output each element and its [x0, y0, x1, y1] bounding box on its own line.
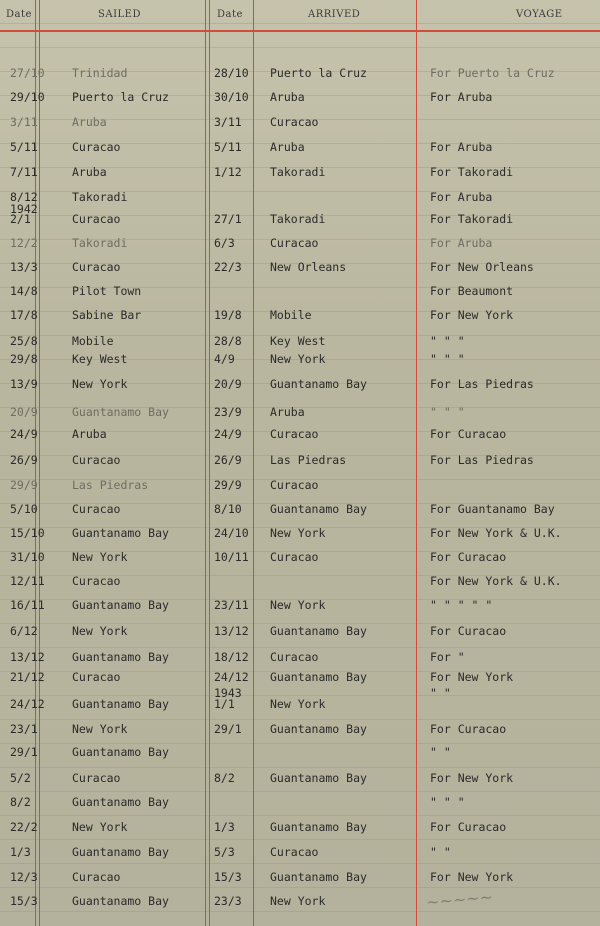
- row-sailed-port: Sabine Bar: [72, 308, 142, 322]
- row-arrived-date: 5/11: [214, 140, 242, 154]
- row-arrived-port: Curacao: [270, 478, 319, 492]
- row-sailed-date: 12/2: [10, 236, 38, 250]
- header-arrived-date: Date: [217, 9, 243, 20]
- row-sailed-date: 22/2: [10, 820, 38, 834]
- row-arrived-date: 30/10: [214, 90, 249, 104]
- row-sailed-port: Curacao: [72, 140, 121, 154]
- row-arrived-date: 29/9: [214, 478, 242, 492]
- row-sailed-port: Guantanamo Bay: [72, 697, 169, 711]
- row-arrived-date: 19/8: [214, 308, 242, 322]
- row-sailed-date: 8/2: [10, 795, 31, 809]
- row-voyage: For Aruba: [430, 190, 493, 204]
- row-arrived-date: 1/12: [214, 165, 242, 179]
- row-voyage: For Curacao: [430, 722, 507, 736]
- row-sailed-date: 29/10: [10, 90, 45, 104]
- row-arrived-date: 24/10: [214, 526, 249, 540]
- row-voyage: " " ": [430, 795, 465, 809]
- row-arrived-date: 23/9: [214, 405, 242, 419]
- row-voyage: For Puerto la Cruz: [430, 66, 555, 80]
- row-sailed-date: 17/8: [10, 308, 38, 322]
- column-rule: [253, 0, 254, 926]
- row-sailed-date: 20/9: [10, 405, 38, 419]
- row-voyage: For Aruba: [430, 90, 493, 104]
- row-sailed-port: New York: [72, 722, 128, 736]
- row-arrived-date: 1/3: [214, 820, 235, 834]
- column-rule: [416, 0, 417, 926]
- row-arrived-date: 23/11: [214, 598, 249, 612]
- row-arrived-date: 27/1: [214, 212, 242, 226]
- row-sailed-port: Curacao: [72, 260, 121, 274]
- row-sailed-port: Puerto la Cruz: [72, 90, 169, 104]
- row-arrived-port: Guantanamo Bay: [270, 722, 367, 736]
- row-arrived-port: Guantanamo Bay: [270, 771, 367, 785]
- row-sailed-port: Guantanamo Bay: [72, 526, 169, 540]
- row-sailed-port: Trinidad: [72, 66, 128, 80]
- row-arrived-date: 1943: [214, 686, 242, 700]
- row-sailed-port: Guantanamo Bay: [72, 894, 169, 908]
- header-voyage: VOYAGE: [516, 9, 563, 20]
- row-sailed-date: 3/11: [10, 115, 38, 129]
- row-sailed-date: 15/10: [10, 526, 45, 540]
- row-arrived-port: New York: [270, 598, 326, 612]
- row-sailed-date: 1942: [10, 202, 38, 216]
- row-arrived-date: 23/3: [214, 894, 242, 908]
- header-arrived: ARRIVED: [308, 9, 361, 20]
- row-voyage: For New York & U.K.: [430, 526, 562, 540]
- row-sailed-port: Pilot Town: [72, 284, 142, 298]
- row-voyage: For New York & U.K.: [430, 574, 562, 588]
- row-arrived-port: Curacao: [270, 115, 319, 129]
- row-arrived-date: 28/10: [214, 66, 249, 80]
- row-voyage: " ": [430, 686, 451, 700]
- row-sailed-port: Curacao: [72, 574, 121, 588]
- row-voyage: For New York: [430, 870, 514, 884]
- row-sailed-port: New York: [72, 820, 128, 834]
- row-voyage: " " ": [430, 334, 465, 348]
- row-voyage: For Curacao: [430, 550, 507, 564]
- row-arrived-port: Puerto la Cruz: [270, 66, 367, 80]
- column-header-row: [0, 0, 600, 32]
- row-arrived-port: Curacao: [270, 650, 319, 664]
- row-arrived-date: 6/3: [214, 236, 235, 250]
- row-arrived-date: 20/9: [214, 377, 242, 391]
- row-sailed-port: Aruba: [72, 165, 107, 179]
- row-sailed-date: 31/10: [10, 550, 45, 564]
- row-arrived-port: Guantanamo Bay: [270, 624, 367, 638]
- row-sailed-port: Curacao: [72, 212, 121, 226]
- row-sailed-port: Aruba: [72, 427, 107, 441]
- row-sailed-date: 14/8: [10, 284, 38, 298]
- row-voyage: For Aruba: [430, 140, 493, 154]
- row-arrived-date: 5/3: [214, 845, 235, 859]
- row-voyage: " " ": [430, 352, 465, 366]
- row-sailed-date: 16/11: [10, 598, 45, 612]
- row-sailed-port: Aruba: [72, 115, 107, 129]
- row-sailed-date: 6/12: [10, 624, 38, 638]
- row-voyage: For Guantanamo Bay: [430, 502, 555, 516]
- row-arrived-port: Aruba: [270, 405, 305, 419]
- row-arrived-port: Guantanamo Bay: [270, 502, 367, 516]
- row-sailed-port: Key West: [72, 352, 128, 366]
- row-voyage: " ": [430, 845, 451, 859]
- row-arrived-port: Guantanamo Bay: [270, 870, 367, 884]
- row-arrived-port: Guantanamo Bay: [270, 670, 367, 684]
- row-sailed-date: 5/10: [10, 502, 38, 516]
- row-sailed-port: Mobile: [72, 334, 114, 348]
- row-sailed-port: Guantanamo Bay: [72, 795, 169, 809]
- row-sailed-date: 5/2: [10, 771, 31, 785]
- row-arrived-date: 4/9: [214, 352, 235, 366]
- row-arrived-port: Takoradi: [270, 212, 326, 226]
- row-arrived-date: 24/9: [214, 427, 242, 441]
- row-sailed-date: 1/3: [10, 845, 31, 859]
- row-arrived-date: 8/10: [214, 502, 242, 516]
- row-arrived-port: New York: [270, 697, 326, 711]
- row-sailed-port: New York: [72, 550, 128, 564]
- row-arrived-port: Key West: [270, 334, 326, 348]
- row-arrived-date: 28/8: [214, 334, 242, 348]
- header-sailed: SAILED: [98, 9, 141, 20]
- row-voyage: For ": [430, 650, 465, 664]
- row-sailed-date: 29/8: [10, 352, 38, 366]
- row-sailed-port: Takoradi: [72, 190, 128, 204]
- row-voyage: For Curacao: [430, 820, 507, 834]
- row-arrived-port: Curacao: [270, 427, 319, 441]
- row-arrived-port: Curacao: [270, 236, 319, 250]
- row-voyage: For Beaumont: [430, 284, 514, 298]
- row-arrived-date: 13/12: [214, 624, 249, 638]
- header-sailed-date: Date: [6, 9, 32, 20]
- row-sailed-port: Guantanamo Bay: [72, 650, 169, 664]
- row-sailed-port: Guantanamo Bay: [72, 405, 169, 419]
- row-voyage: For Takoradi: [430, 165, 514, 179]
- row-sailed-port: Takoradi: [72, 236, 128, 250]
- row-sailed-date: 25/8: [10, 334, 38, 348]
- row-arrived-port: Takoradi: [270, 165, 326, 179]
- row-sailed-date: 29/9: [10, 478, 38, 492]
- row-sailed-port: Guantanamo Bay: [72, 845, 169, 859]
- row-sailed-date: 12/11: [10, 574, 45, 588]
- row-sailed-port: Guantanamo Bay: [72, 598, 169, 612]
- illegible-signature: ~~~~~: [425, 887, 494, 912]
- row-arrived-port: Curacao: [270, 550, 319, 564]
- row-arrived-port: Las Piedras: [270, 453, 347, 467]
- row-arrived-port: Aruba: [270, 90, 305, 104]
- row-sailed-date: 29/1: [10, 745, 38, 759]
- row-sailed-port: Curacao: [72, 771, 121, 785]
- row-voyage: For Takoradi: [430, 212, 514, 226]
- row-sailed-port: New York: [72, 624, 128, 638]
- row-voyage: For Curacao: [430, 427, 507, 441]
- row-sailed-date: 12/3: [10, 870, 38, 884]
- row-arrived-date: 3/11: [214, 115, 242, 129]
- row-arrived-date: 8/2: [214, 771, 235, 785]
- row-sailed-date: 24/9: [10, 427, 38, 441]
- row-sailed-port: Curacao: [72, 870, 121, 884]
- row-arrived-port: New York: [270, 526, 326, 540]
- row-voyage: For Curacao: [430, 624, 507, 638]
- row-arrived-date: 24/12: [214, 670, 249, 684]
- row-sailed-date: 8/12: [10, 190, 38, 204]
- row-sailed-date: 15/3: [10, 894, 38, 908]
- row-sailed-date: 27/10: [10, 66, 45, 80]
- row-arrived-date: 10/11: [214, 550, 249, 564]
- row-sailed-port: Guantanamo Bay: [72, 745, 169, 759]
- row-sailed-date: 5/11: [10, 140, 38, 154]
- row-arrived-port: New York: [270, 894, 326, 908]
- row-sailed-port: Curacao: [72, 453, 121, 467]
- column-rule: [205, 0, 210, 926]
- row-sailed-date: 26/9: [10, 453, 38, 467]
- row-arrived-date: 26/9: [214, 453, 242, 467]
- row-arrived-date: 18/12: [214, 650, 249, 664]
- row-voyage: For New York: [430, 670, 514, 684]
- row-voyage: For New York: [430, 771, 514, 785]
- row-arrived-port: Guantanamo Bay: [270, 377, 367, 391]
- row-arrived-port: Mobile: [270, 308, 312, 322]
- row-sailed-date: 21/12: [10, 670, 45, 684]
- row-sailed-date: 13/9: [10, 377, 38, 391]
- row-sailed-port: Curacao: [72, 502, 121, 516]
- row-arrived-port: Guantanamo Bay: [270, 820, 367, 834]
- row-voyage: " " ": [430, 405, 465, 419]
- row-sailed-port: Curacao: [72, 670, 121, 684]
- row-arrived-date: 29/1: [214, 722, 242, 736]
- row-voyage: For Las Piedras: [430, 377, 534, 391]
- row-voyage: For Las Piedras: [430, 453, 534, 467]
- row-sailed-port: New York: [72, 377, 128, 391]
- row-voyage: " ": [430, 745, 451, 759]
- row-sailed-date: 2/1: [10, 212, 31, 226]
- row-arrived-port: Curacao: [270, 845, 319, 859]
- row-voyage: " " " " ": [430, 598, 493, 612]
- row-sailed-port: Las Piedras: [72, 478, 149, 492]
- row-voyage: For Aruba: [430, 236, 493, 250]
- row-arrived-port: New York: [270, 352, 326, 366]
- row-arrived-port: New Orleans: [270, 260, 347, 274]
- row-arrived-date: 15/3: [214, 870, 242, 884]
- row-sailed-date: 7/11: [10, 165, 38, 179]
- row-arrived-port: Aruba: [270, 140, 305, 154]
- row-voyage: For New York: [430, 308, 514, 322]
- row-sailed-date: 23/1: [10, 722, 38, 736]
- row-arrived-date: 22/3: [214, 260, 242, 274]
- row-sailed-date: 24/12: [10, 697, 45, 711]
- row-sailed-date: 13/3: [10, 260, 38, 274]
- row-sailed-date: 13/12: [10, 650, 45, 664]
- row-arrived-date: 1/1: [214, 697, 235, 711]
- row-voyage: For New Orleans: [430, 260, 534, 274]
